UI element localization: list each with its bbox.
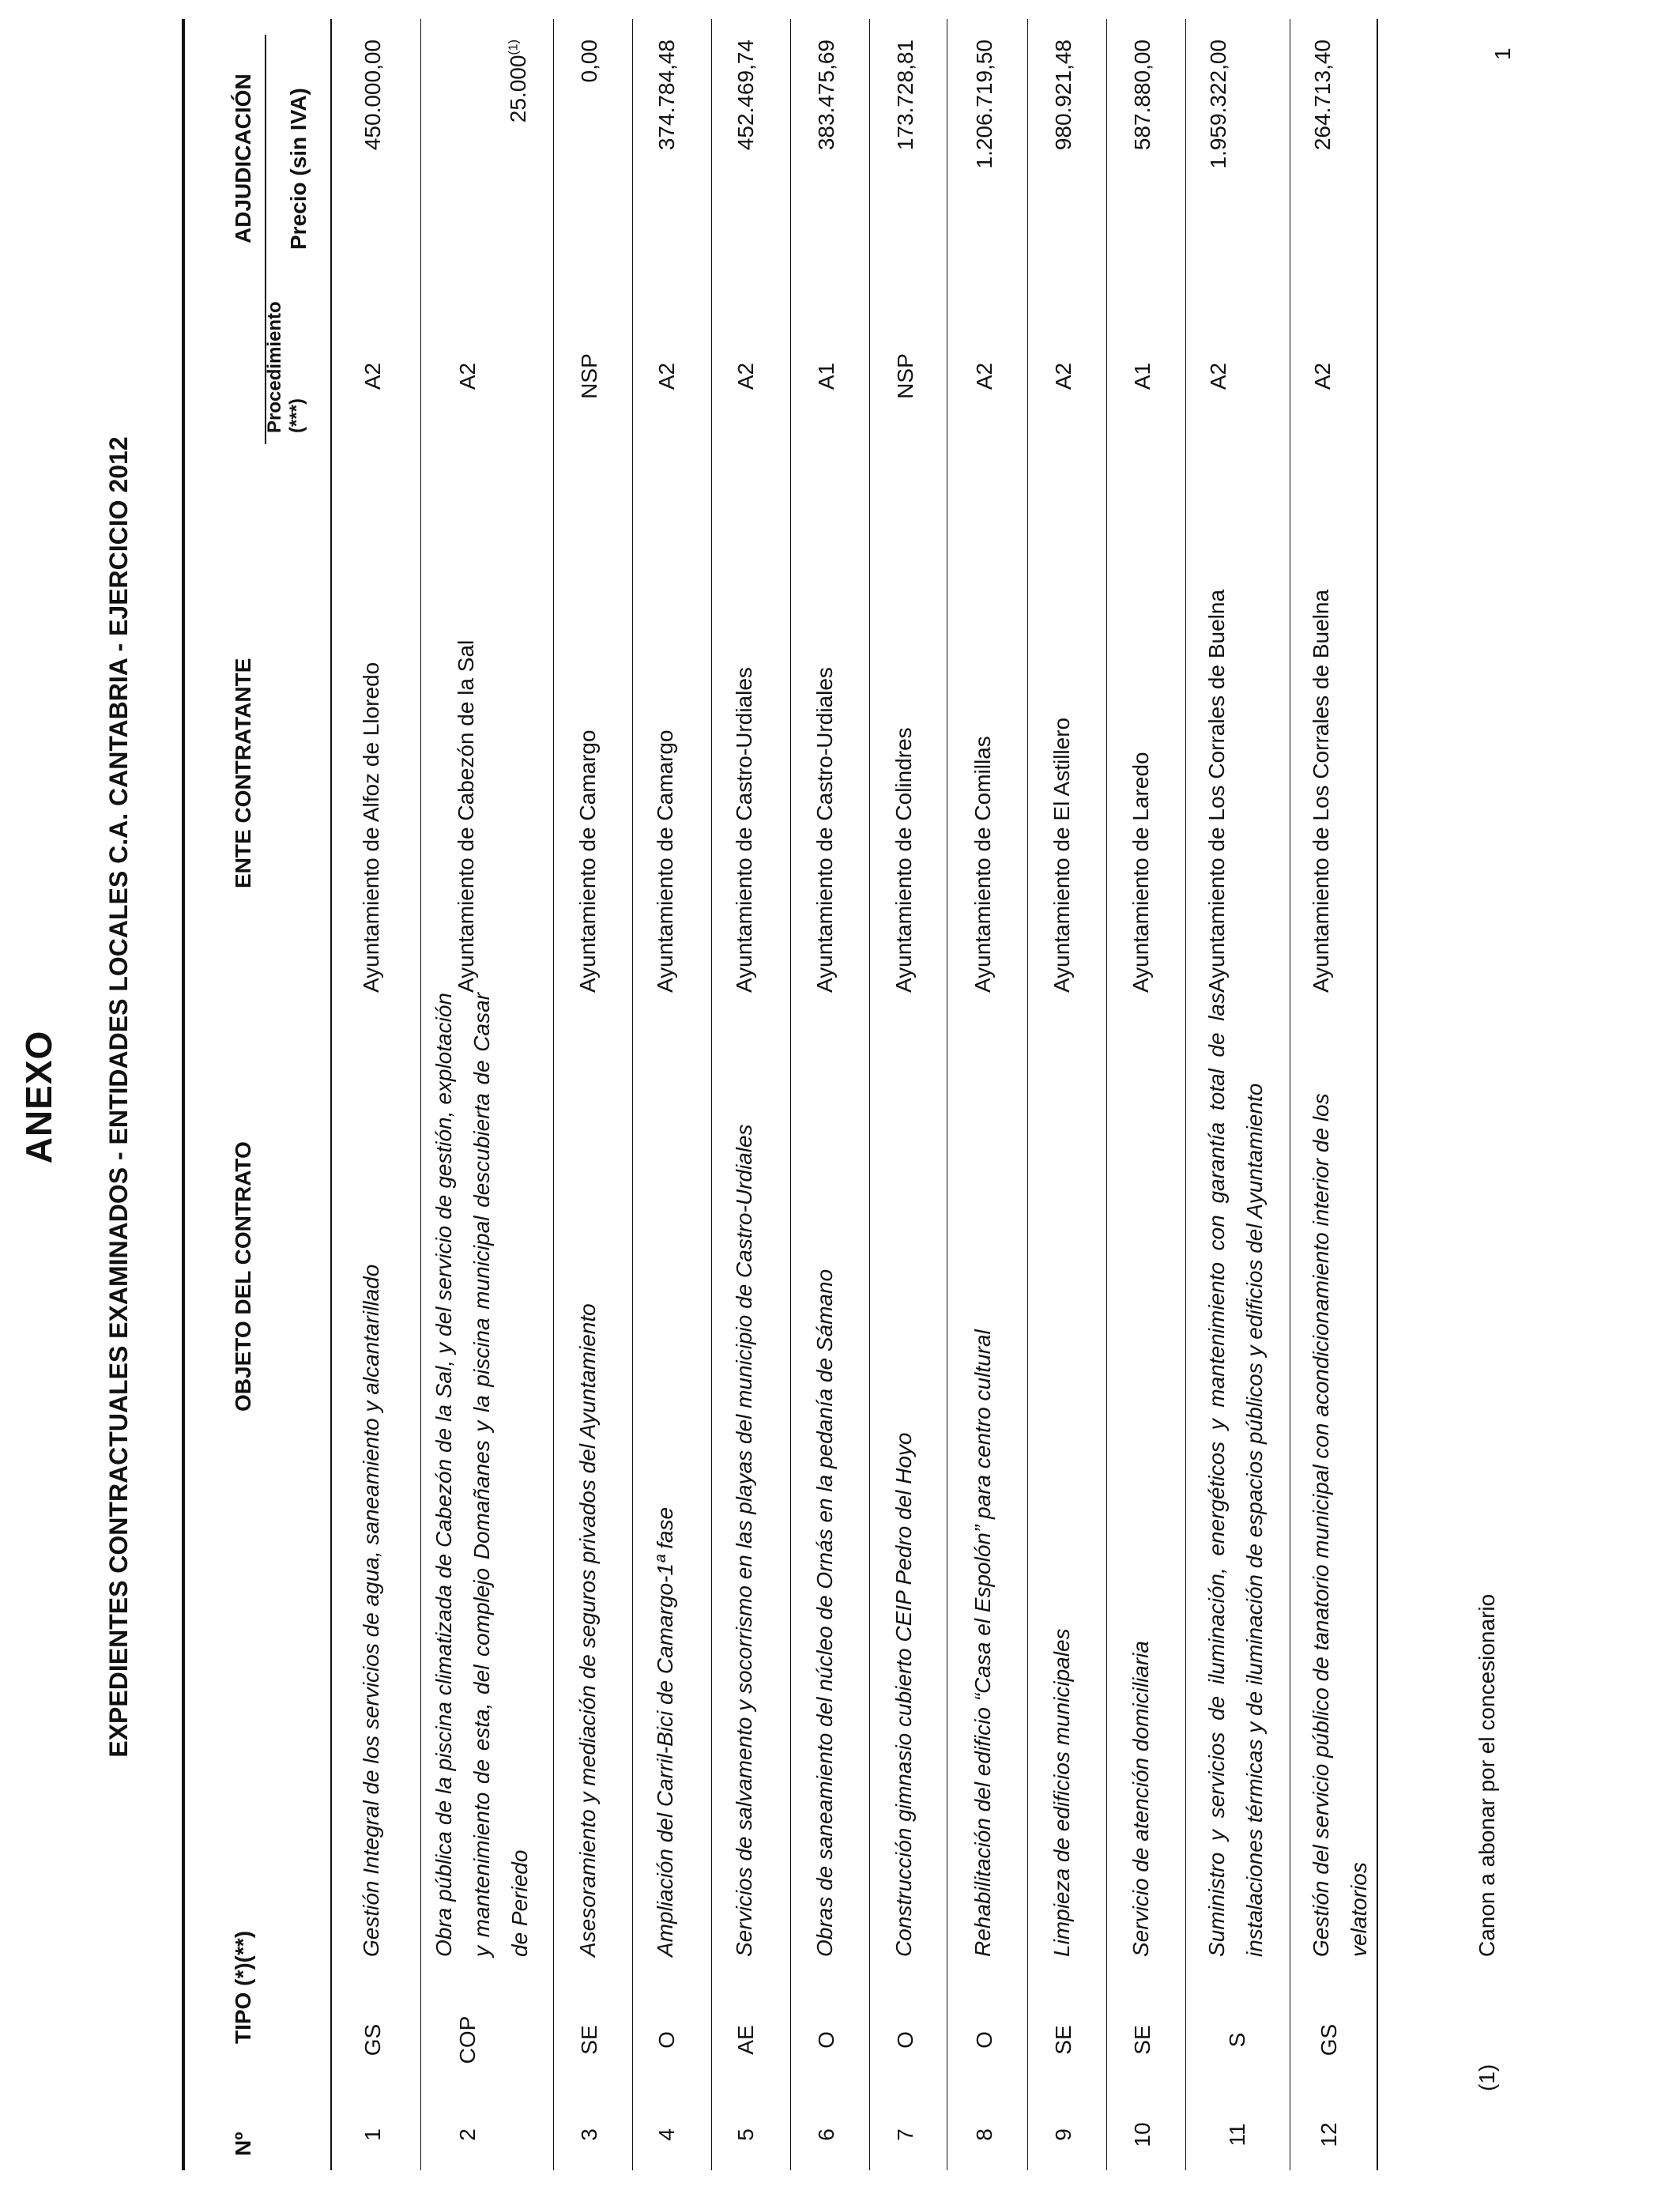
row-precio: 264.713,40 — [1310, 40, 1335, 151]
row-num: 4 — [654, 2128, 679, 2141]
header-objeto: OBJETO DEL CONTRATO — [231, 1141, 255, 1412]
row-tipo: AE — [733, 2025, 758, 2055]
row-divider — [869, 19, 870, 2170]
row-tipo: COP — [455, 2015, 480, 2064]
row-num: 10 — [1130, 2122, 1155, 2147]
row-objeto: Servicio de atención domiciliaria — [1128, 1641, 1153, 1957]
row-objeto: Rehabilitación del edificio “Casa el Espolón” para centro cultural — [970, 1329, 995, 1957]
row-objeto: Obra pública de la piscina climatizada de Cabezón de la Sal, y del servicio de gestión, explotación y mantenimiento de esta, del complejo Domañanes y la piscina municipal descubierta de Casar de Periedo — [431, 993, 532, 1957]
row-procedimiento: NSP — [893, 353, 917, 399]
row-procedimiento: A2 — [455, 362, 480, 390]
row-tipo: O — [893, 2031, 917, 2049]
row-tipo: GS — [1317, 2023, 1341, 2056]
header-adjudicacion: ADJUDICACIÓN — [231, 74, 255, 243]
row-ente: Ayuntamiento de Comillas — [970, 736, 995, 993]
row-num: 12 — [1317, 2122, 1341, 2147]
row-precio: 173.728,81 — [893, 40, 917, 151]
row-ente: Ayuntamiento de Castro-Urdiales — [812, 667, 837, 993]
header-ente: ENTE CONTRATANTE — [231, 658, 255, 888]
row-precio: 450.000,00 — [360, 40, 385, 151]
header-num: Nº — [231, 2132, 255, 2156]
row-tipo: O — [814, 2031, 838, 2049]
row-ente: Ayuntamiento de Alfoz de Lloredo — [359, 662, 383, 993]
row-procedimiento: A2 — [654, 362, 679, 390]
row-num: 6 — [814, 2128, 838, 2141]
table-bottom-rule — [1377, 19, 1378, 2170]
row-precio: 980.921,48 — [1051, 40, 1075, 151]
row-tipo: S — [1225, 2032, 1249, 2048]
row-precio: 374.784,48 — [654, 40, 679, 151]
row-num: 9 — [1051, 2128, 1075, 2141]
row-ente: Ayuntamiento de Colindres — [891, 727, 916, 993]
page-subtitle: EXPEDIENTES CONTRACTUALES EXAMINADOS - ENTIDADES LOCALES C.A. CANTABRIA - EJERCICIO 2012 — [104, 436, 133, 1758]
row-ente: Ayuntamiento de Laredo — [1128, 752, 1153, 993]
row-objeto: Asesoramiento y mediación de seguros privados del Ayuntamiento — [575, 1303, 600, 1957]
row-tipo: GS — [360, 2023, 385, 2056]
row-tipo: SE — [1130, 2025, 1155, 2055]
row-ente: Ayuntamiento de Camargo — [575, 729, 600, 993]
row-procedimiento: A2 — [1051, 362, 1075, 390]
row-procedimiento: A2 — [1206, 362, 1230, 390]
row-divider — [553, 19, 554, 2170]
row-objeto: Servicios de salvamento y socorrismo en las playas del municipio de Castro-Urdiales — [732, 1124, 756, 1957]
row-objeto: Limpieza de edificios municipales — [1049, 1628, 1074, 1957]
row-divider — [1106, 19, 1107, 2170]
row-tipo: SE — [577, 2025, 601, 2055]
row-precio: 25.000$^{(1)}$ — [506, 40, 530, 123]
row-divider — [711, 19, 712, 2170]
header-procedimiento: Procedimiento (***) — [264, 301, 307, 433]
row-divider — [420, 19, 421, 2170]
row-procedimiento: A2 — [360, 362, 385, 390]
row-num: 8 — [972, 2128, 996, 2141]
row-tipo: O — [972, 2031, 996, 2049]
row-objeto: Gestión del servicio público de tanatorio municipal con acondicionamiento interior de los velatorios — [1309, 1093, 1371, 1957]
footnote-mark: (1) — [1475, 2064, 1499, 2091]
row-divider — [1027, 19, 1028, 2170]
row-objeto: Gestión Integral de los servicios de agua, saneamiento y alcantarillado — [359, 1264, 383, 1957]
row-precio: 0,00 — [577, 40, 601, 83]
row-divider — [632, 19, 633, 2170]
row-procedimiento: NSP — [577, 353, 601, 399]
row-precio: 1.959.322,00 — [1206, 40, 1230, 169]
header-precio: Precio (sin IVA) — [286, 88, 311, 250]
row-divider — [790, 19, 791, 2170]
row-ente: Ayuntamiento de Los Corrales de Buelna — [1204, 589, 1229, 993]
header-bottom-rule — [330, 19, 332, 2170]
row-num: 3 — [577, 2128, 601, 2141]
row-precio: 383.475,69 — [814, 40, 838, 151]
row-tipo: SE — [1051, 2025, 1075, 2055]
row-ente: Ayuntamiento de Castro-Urdiales — [732, 667, 756, 993]
row-divider — [1185, 19, 1186, 2170]
row-num: 11 — [1225, 2123, 1249, 2147]
row-procedimiento: A2 — [1310, 362, 1335, 390]
footnote-reference: (1) — [507, 40, 521, 55]
header-tipo: TIPO (*)(**) — [231, 1930, 255, 2044]
row-ente: Ayuntamiento de El Astillero — [1049, 717, 1074, 993]
row-ente: Ayuntamiento de Camargo — [653, 729, 677, 993]
row-num: 2 — [455, 2128, 480, 2141]
row-tipo: O — [654, 2031, 679, 2049]
row-objeto: Ampliación del Carril-Bici de Camargo-1ª fase — [653, 1506, 677, 1957]
row-num: 5 — [733, 2128, 758, 2141]
page-title: ANEXO — [18, 1030, 59, 1164]
row-procedimiento: A1 — [1130, 362, 1155, 390]
row-procedimiento: A2 — [733, 362, 758, 390]
row-precio: 587.880,00 — [1130, 40, 1155, 151]
row-num: 1 — [360, 2128, 385, 2141]
page-number: 1 — [1490, 47, 1515, 60]
table-top-rule — [182, 19, 185, 2170]
row-ente: Ayuntamiento de Cabezón de la Sal — [454, 639, 478, 993]
footnote-text: Canon a abonar por el concesionario — [1475, 1593, 1499, 1957]
row-objeto: Suministro y servicios de iluminación, energéticos y mantenimiento con garantía total de las instalaciones térmicas y de iluminación de espacios públicos y edificios del Ayuntamiento — [1204, 993, 1267, 1957]
row-precio: 1.206.719,50 — [972, 40, 996, 169]
row-ente: Ayuntamiento de Los Corrales de Buelna — [1309, 589, 1333, 993]
row-procedimiento: A2 — [972, 362, 996, 390]
row-precio: 452.469,74 — [733, 40, 758, 151]
row-objeto: Construcción gimnasio cubierto CEIP Pedro del Hoyo — [891, 1432, 916, 1957]
row-num: 7 — [893, 2128, 917, 2141]
row-procedimiento: A1 — [814, 362, 838, 390]
row-objeto: Obras de saneamiento del núcleo de Ornás en la pedanía de Sámano — [812, 1269, 837, 1957]
